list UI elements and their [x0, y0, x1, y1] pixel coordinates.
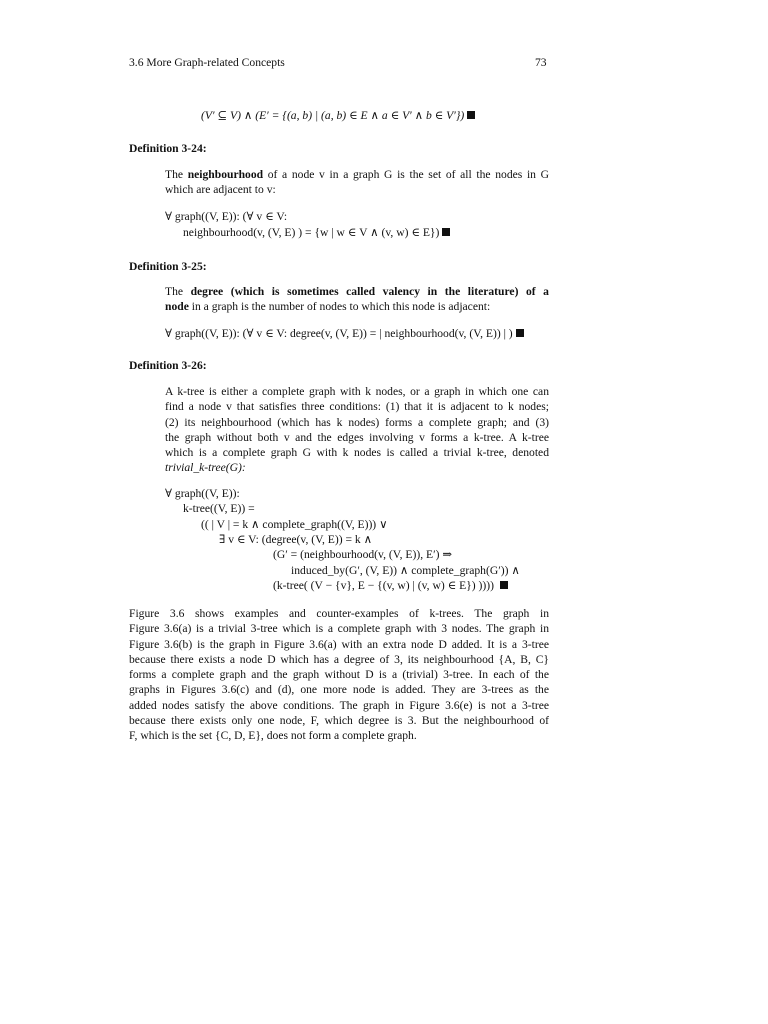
text-line: the graph without both v and the edges involving v forms a k-tree. A k-tree [165, 430, 549, 444]
definition-heading-3-25: Definition 3-25: [129, 260, 207, 273]
definition-3-24-text [165, 167, 549, 198]
text-line: trivial_k-tree(G): [165, 461, 246, 475]
qed-mark [442, 228, 450, 236]
text-line: graphs in Figures 3.6(c) and (d), one more node is added. They are 3-trees as the [129, 683, 549, 697]
formula-text: (V′ ⊆ V) ∧ (E′ = {(a, b) | (a, b) ∈ E ∧ a ∈ V′ ∧ b ∈ V′}) [201, 109, 465, 122]
text-line: Figure 3.6(a) is a trivial 3-tree which is a complete graph with 3 nodes. The graph in [129, 622, 549, 636]
text-line: which are adjacent to v: [165, 183, 276, 197]
formula-line: (G′ = (neighbourhood(v, (V, E)), E′) ⇒ [273, 548, 453, 561]
text-line: A k-tree is either a complete graph with k nodes, or a graph in which one can [165, 385, 549, 398]
text-line: Figure 3.6 shows examples and counter-examples of k-trees. The graph in [129, 607, 549, 620]
formula-line: k-tree((V, E)) = [183, 502, 255, 515]
text-line: because there exists only one node, F, which degree is 3. But the neighbourhood of [129, 714, 549, 728]
text-line: find a node v that satisfies three conditions: (1) that it is adjacent to k nodes; [165, 400, 549, 414]
text-line: which is a complete graph G with k nodes is called a trivial k-tree, denoted [165, 446, 549, 460]
qed-mark [500, 581, 508, 589]
qed-mark [467, 111, 475, 119]
running-header-section: 3.6 More Graph-related Concepts [129, 56, 285, 69]
qed-mark [516, 329, 524, 337]
formula-induced-subgraph [201, 108, 475, 123]
text-line: forms a complete graph and the graph without D is a (trivial) 3-tree. In each of the [129, 668, 549, 682]
formula-ktree-recursive: (k-tree( (V − {v}, E − {(v, w) | (v, w) ∈ E}) )))) [273, 578, 508, 593]
page-number: 73 [535, 56, 547, 69]
definition-3-26-text [165, 384, 549, 476]
ktree-explanation-paragraph [129, 606, 549, 744]
formula-line: ∃ v ∈ V: (degree(v, (V, E)) = k ∧ [219, 533, 373, 546]
text-line: (2) its neighbourhood (which has k nodes) forms a complete graph; and (3) [165, 415, 549, 429]
text-line: node in a graph is the number of nodes to which this node is adjacent: [165, 300, 491, 314]
text-line: because there exists a node D which has a degree of 3, its neighbourhood {A, B, C} [129, 652, 549, 666]
text-line: The degree (which is sometimes called valency in the literature) of a [165, 285, 549, 298]
formula-neighbourhood: neighbourhood(v, (V, E) ) = {w | w ∈ V ∧ (v, w) ∈ E}) [183, 225, 450, 240]
formula-line: (( | V | = k ∧ complete_graph((V, E))) ∨ [201, 518, 388, 531]
text-line: F, which is the set {C, D, E}, does not form a complete graph. [129, 729, 417, 743]
text-line: Figure 3.6(b) is the graph in Figure 3.6(a) with an extra node D added. It is a 3-tree [129, 637, 549, 651]
formula-line: ∀ graph((V, E)): [165, 487, 240, 500]
definition-heading-3-24: Definition 3-24: [129, 142, 207, 155]
definition-heading-3-26: Definition 3-26: [129, 359, 207, 372]
text-line: added nodes satisfy the above conditions. The graph in Figure 3.6(e) is not a 3-tree [129, 698, 549, 712]
text-line: The neighbourhood of a node v in a graph G is the set of all the nodes in G [165, 168, 549, 181]
formula-line: induced_by(G′, (V, E)) ∧ complete_graph(G′)) ∧ [291, 564, 520, 577]
formula-line: ∀ graph((V, E)): (∀ v ∈ V: [165, 210, 288, 223]
formula-degree: ∀ graph((V, E)): (∀ v ∈ V: degree(v, (V, E)) = | neighbourhood(v, (V, E)) | ) [165, 326, 524, 341]
definition-3-25-text [165, 284, 549, 315]
